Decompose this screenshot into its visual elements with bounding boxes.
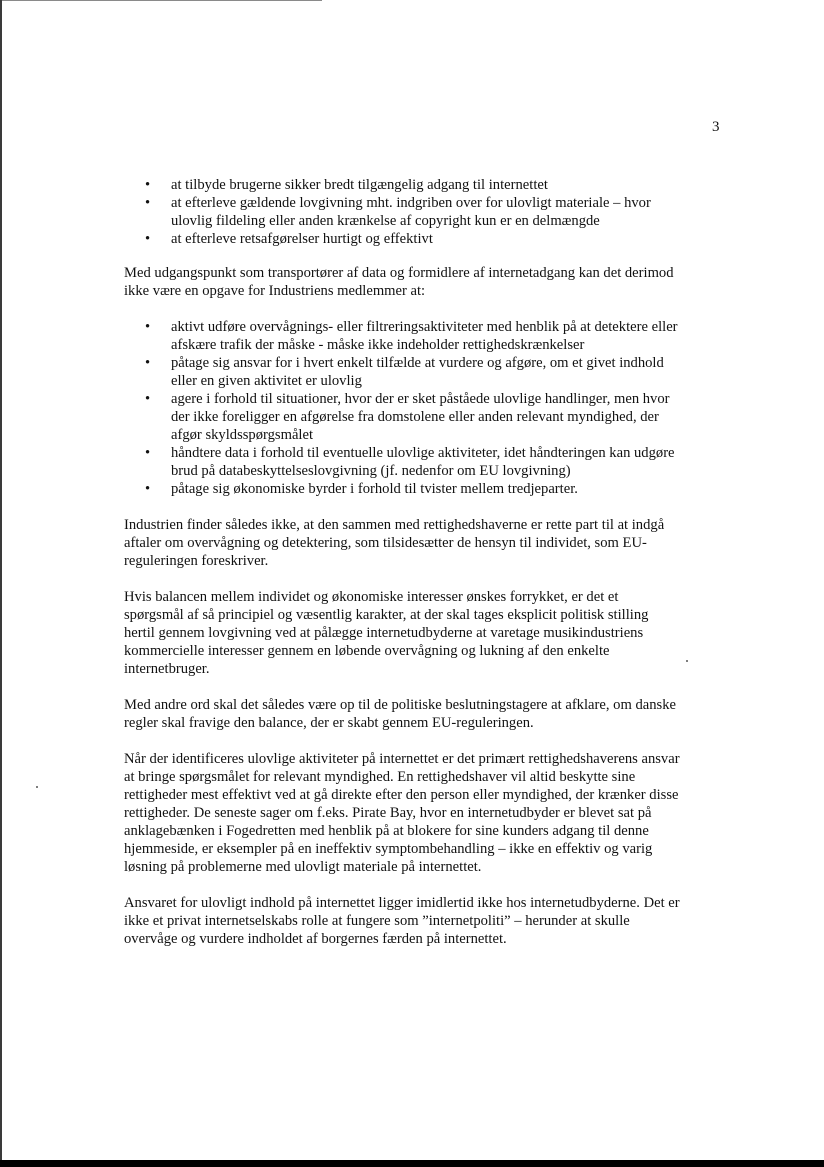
body-paragraph: Hvis balancen mellem individet og økonomiske interesser ønskes forrykket, er det et spørgsmål af så principiel og væsentlig karakter, at der skal tages eksplicit politisk stilling hertil gennem lovgivning ved at pålægge internetudbyderne at varetage musikindustriens kommercielle interesser gennem en løbende overvågning og lukning af den enkelte internetbruger.	[124, 589, 649, 677]
body-paragraph: Når der identificeres ulovlige aktiviteter på internettet er det primært rettighedshaverens ansvar at bringe spørgsmålet for relevant myndighed. En rettighedshaver vil altid beskytte sine rettigheder mest effektivt ved at gå direkte efter den person eller myndighed, der krænker disse rettigheder. De seneste sager om f.eks. Pirate Bay, hvor en internetudbyder er blevet sat på anklagebænken i Fogedretten med henblik på at blokere for sine kunders adgang til denne hjemmeside, er eksempler på en ineffektiv symptombehandling – ikke en effektiv og varig løsning på problemerne med ulovligt materiale på internettet.	[124, 751, 680, 875]
bullet-icon: •	[145, 231, 151, 247]
list-item	[124, 194, 680, 230]
list-item-text: påtage sig økonomiske byrder i forhold til tvister mellem tredjeparter.	[171, 481, 578, 497]
bullet-icon: •	[145, 319, 151, 335]
scan-edge-top	[0, 0, 322, 1]
bullet-icon: •	[145, 445, 151, 461]
list-item-text: at efterleve gældende lovgivning mht. indgriben over for ulovligt materiale – hvor ulovlig fildeling eller anden krænkelse af copyright kun er en delmængde	[171, 195, 651, 229]
bullet-icon: •	[145, 195, 151, 211]
list-item-text: påtage sig ansvar for i hvert enkelt tilfælde at vurdere og afgøre, om et givet indhold eller en given aktivitet er ulovlig	[171, 355, 664, 389]
body-paragraph: Ansvaret for ulovligt indhold på internettet ligger imidlertid ikke hos internetudbyderne. Det er ikke et privat internetselskabs rolle at fungere som ”internetpoliti” – herunder at skulle overvåge og vurdere indholdet af borgernes færden på internettet.	[124, 895, 680, 947]
bullet-icon: •	[145, 177, 151, 193]
list-item	[124, 176, 680, 194]
list-item	[124, 230, 680, 248]
bullet-icon: •	[145, 355, 151, 371]
bullet-icon: •	[145, 391, 151, 407]
scan-edge-left	[0, 0, 2, 1160]
bullet-icon: •	[145, 481, 151, 497]
scan-speck	[36, 786, 38, 788]
scan-edge-bottom	[0, 1160, 824, 1167]
list-item	[124, 318, 680, 354]
document-body	[124, 176, 680, 948]
non-obligations-list	[124, 318, 680, 498]
list-item-text: agere i forhold til situationer, hvor der er sket påståede ulovlige handlinger, men hvor der ikke foreligger en afgørelse fra domstolene eller anden relevant myndighed, der afgør skyldsspørgsmålet	[171, 391, 670, 443]
list-item-text: håndtere data i forhold til eventuelle ulovlige aktiviteter, idet håndteringen kan udgøre brud på databeskyttelseslovgivning (jf. nedenfor om EU lovgivning)	[171, 445, 675, 479]
body-paragraph: Industrien finder således ikke, at den sammen med rettighedshaverne er rette part til at indgå aftaler om overvågning og detektering, som tilsidesætter de hensyn til individet, som EU-reguleringen foreskriver.	[124, 517, 665, 569]
obligations-list	[124, 176, 680, 248]
scan-speck	[686, 660, 688, 662]
list-item-text: at tilbyde brugerne sikker bredt tilgængelig adgang til internettet	[171, 177, 548, 193]
list-item-text: at efterleve retsafgørelser hurtigt og effektivt	[171, 231, 433, 247]
list-item-text: aktivt udføre overvågnings- eller filtreringsaktiviteter med henblik på at detektere eller afskære trafik der måske - måske ikke indeholder rettighedskrænkelser	[171, 319, 678, 353]
page-number: 3	[712, 119, 720, 135]
list-item	[124, 390, 680, 444]
body-paragraph: Med andre ord skal det således være op til de politiske beslutningstagere at afklare, om danske regler skal fravige den balance, der er skabt gennem EU-reguleringen.	[124, 697, 676, 731]
list-item	[124, 354, 680, 390]
list-item	[124, 444, 680, 480]
intro-paragraph: Med udgangspunkt som transportører af data og formidlere af internetadgang kan det derimod ikke være en opgave for Industriens medlemmer at:	[124, 265, 674, 299]
list-item	[124, 480, 680, 498]
